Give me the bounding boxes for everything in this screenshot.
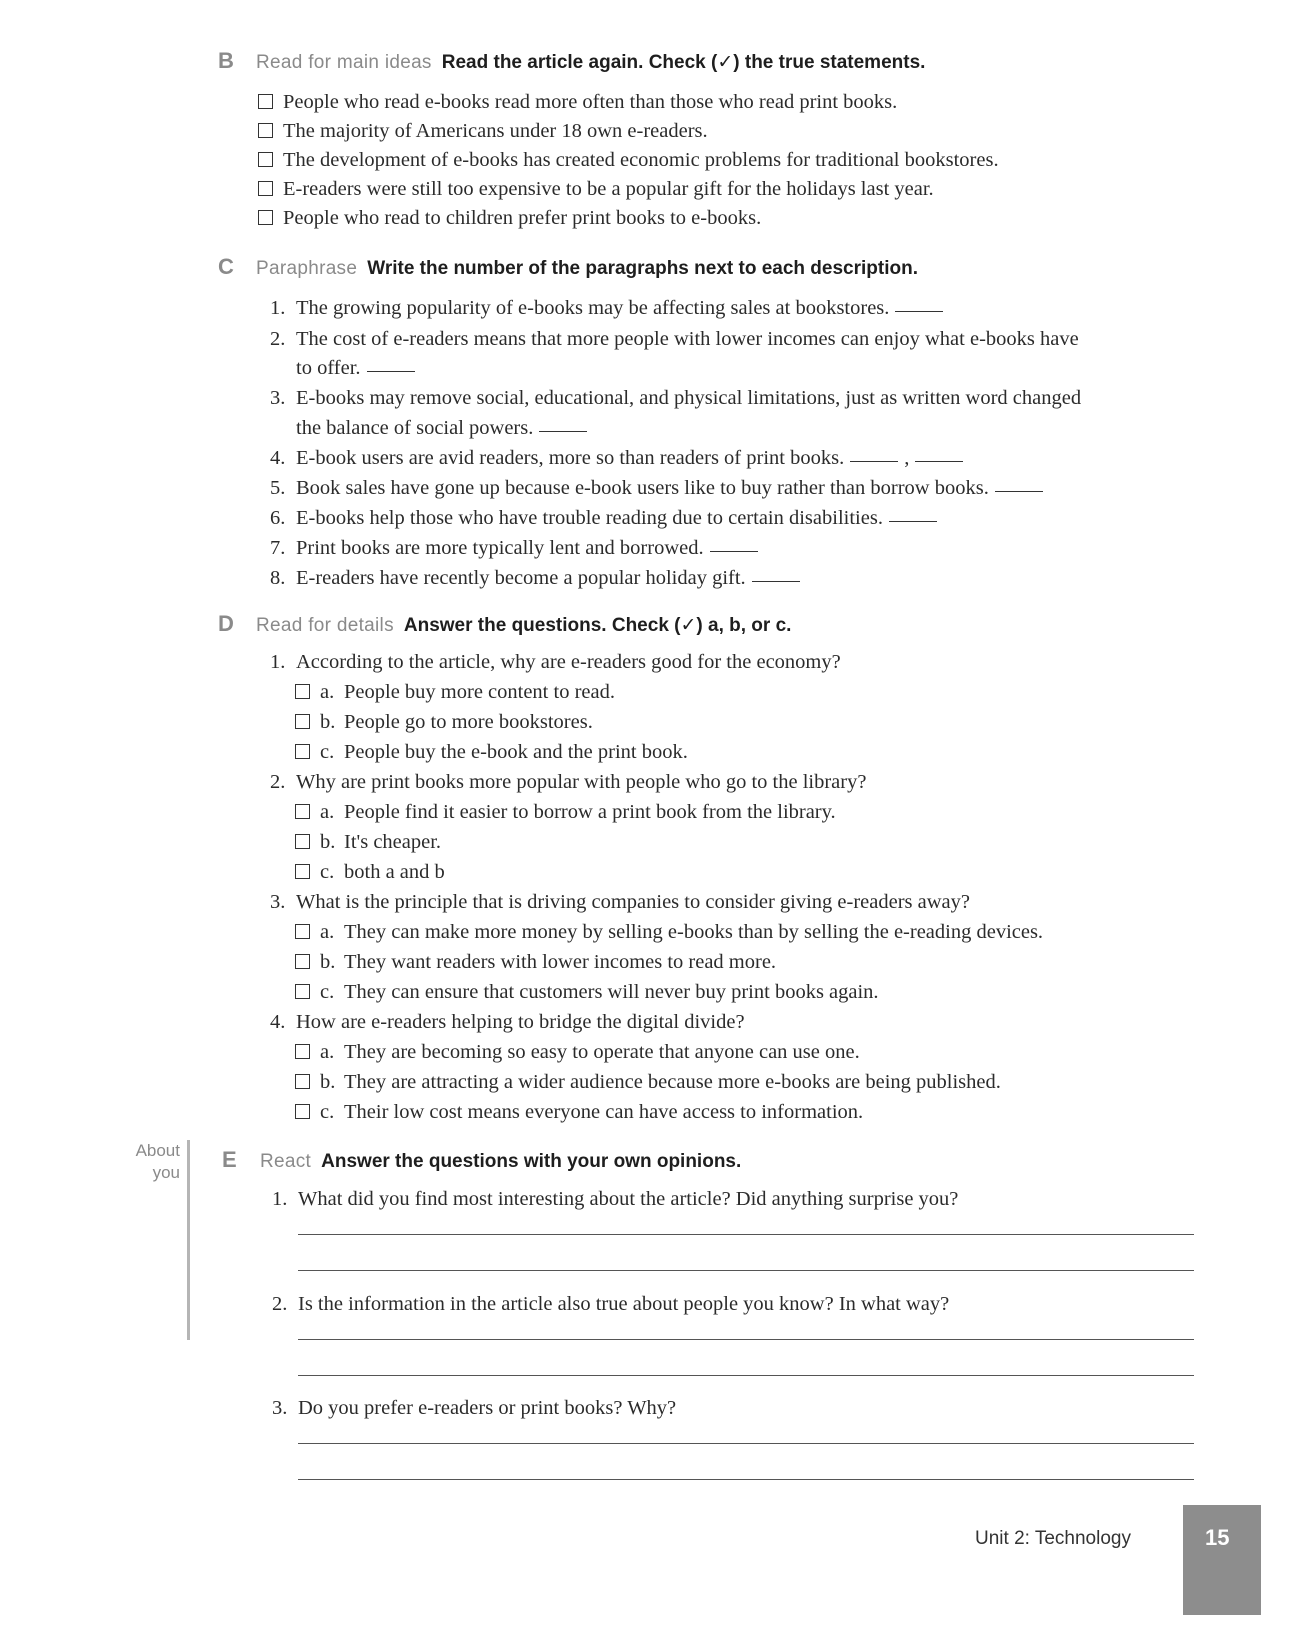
answer-option <box>295 1038 860 1066</box>
statement-text: E-readers were still too expensive to be a popular gift for the holidays last year. <box>283 178 934 200</box>
checkbox[interactable] <box>295 714 310 729</box>
question-number: 1. <box>272 1188 288 1210</box>
answer-line[interactable] <box>298 1443 1194 1444</box>
answer-line[interactable] <box>298 1270 1194 1271</box>
answer-blank[interactable] <box>539 431 587 432</box>
question <box>270 888 970 916</box>
side-divider <box>187 1140 190 1340</box>
statement-text: People who read e-books read more often than those who read print books. <box>283 91 898 113</box>
option-letter: a. <box>320 1041 335 1063</box>
item-text: the balance of social powers. <box>296 417 534 439</box>
about-you-label <box>110 1140 180 1184</box>
checkbox[interactable] <box>295 984 310 999</box>
section-letter: C <box>218 254 234 279</box>
item-text: The growing popularity of e-books may be affecting sales at bookstores. <box>296 297 890 319</box>
page-tab <box>1183 1505 1261 1615</box>
answer-line[interactable] <box>298 1339 1194 1340</box>
answer-blank[interactable] <box>752 581 800 582</box>
answer-blank[interactable] <box>895 311 943 312</box>
checkbox[interactable] <box>295 924 310 939</box>
question <box>270 648 841 676</box>
option-letter: b. <box>320 831 336 853</box>
option-letter: a. <box>320 801 335 823</box>
option-letter: a. <box>320 921 335 943</box>
section-letter: B <box>218 48 234 73</box>
answer-blank[interactable] <box>710 551 758 552</box>
option-text: both a and b <box>344 861 445 883</box>
question-text: What is the principle that is driving companies to consider giving e-readers away? <box>296 891 971 913</box>
unit-title: Unit 2: Technology <box>975 1528 1131 1549</box>
item-text: Book sales have gone up because e-book users like to buy rather than borrow books. <box>296 477 989 499</box>
checkbox[interactable] <box>295 864 310 879</box>
option-text: People buy more content to read. <box>344 681 615 703</box>
true-statement-item <box>258 146 999 174</box>
question-text: What did you find most interesting about the article? Did anything surprise you? <box>298 1188 959 1210</box>
question-text: According to the article, why are e-readers good for the economy? <box>296 651 841 673</box>
option-text: They want readers with lower incomes to read more. <box>344 951 777 973</box>
item-number: 1. <box>270 297 286 319</box>
question <box>270 768 866 796</box>
blank-separator: , <box>904 447 910 469</box>
item-number: 7. <box>270 537 286 559</box>
paraphrase-item <box>270 325 1079 353</box>
side-label-line: you <box>152 1163 180 1182</box>
checkbox[interactable] <box>258 181 273 196</box>
section-instruction: Write the number of the paragraphs next to each description. <box>367 258 918 279</box>
answer-blank[interactable] <box>367 371 415 372</box>
checkbox[interactable] <box>295 684 310 699</box>
paraphrase-item <box>270 504 937 532</box>
page-number: 15 <box>1205 1525 1230 1550</box>
section-b-header <box>218 48 925 74</box>
answer-option <box>295 978 879 1006</box>
checkbox[interactable] <box>295 834 310 849</box>
checkbox[interactable] <box>295 744 310 759</box>
item-number: 8. <box>270 567 286 589</box>
answer-option <box>295 738 688 766</box>
option-text: Their low cost means everyone can have access to information. <box>344 1101 864 1123</box>
option-text: People buy the e-book and the print book. <box>344 741 688 763</box>
option-text: People go to more bookstores. <box>344 711 593 733</box>
answer-option <box>295 1068 1001 1096</box>
item-number: 3. <box>270 387 286 409</box>
section-letter: D <box>218 611 234 636</box>
item-text: The cost of e-readers means that more people with lower incomes can enjoy what e-books have <box>296 328 1079 350</box>
answer-option <box>295 828 441 856</box>
item-text: E-book users are avid readers, more so than readers of print books. <box>296 447 845 469</box>
question-number: 2. <box>272 1293 288 1315</box>
true-statement-item <box>258 204 761 232</box>
option-letter: c. <box>320 741 335 763</box>
item-text: Print books are more typically lent and borrowed. <box>296 537 704 559</box>
checkbox[interactable] <box>295 1044 310 1059</box>
section-instruction: Read the article again. Check (✓) the true statements. <box>441 52 926 73</box>
statement-text: The majority of Americans under 18 own e-readers. <box>283 120 708 142</box>
answer-blank[interactable] <box>915 461 963 462</box>
answer-blank[interactable] <box>850 461 898 462</box>
section-instruction: Answer the questions with your own opinions. <box>321 1151 742 1172</box>
option-text: They can ensure that customers will never buy print books again. <box>344 981 879 1003</box>
paraphrase-item-continued <box>296 354 415 382</box>
checkbox[interactable] <box>295 1074 310 1089</box>
paraphrase-item <box>270 474 1043 502</box>
item-text: E-books may remove social, educational, and physical limitations, just as written word changed <box>296 387 1082 409</box>
answer-blank[interactable] <box>995 491 1043 492</box>
answer-blank[interactable] <box>889 521 937 522</box>
option-letter: b. <box>320 711 336 733</box>
checkbox[interactable] <box>295 1104 310 1119</box>
section-skill: Read for main ideas <box>256 52 432 73</box>
section-instruction: Answer the questions. Check (✓) a, b, or c. <box>403 615 792 636</box>
option-letter: b. <box>320 1071 336 1093</box>
option-letter: a. <box>320 681 335 703</box>
answer-option <box>295 798 836 826</box>
option-letter: b. <box>320 951 336 973</box>
item-number: 4. <box>270 447 286 469</box>
paraphrase-item <box>270 444 963 472</box>
question-text: Do you prefer e-readers or print books? Why? <box>298 1397 677 1419</box>
question-number: 3. <box>270 891 286 913</box>
checkbox[interactable] <box>258 152 273 167</box>
section-skill: React <box>260 1151 312 1172</box>
option-text: They are attracting a wider audience because more e-books are being published. <box>344 1071 1001 1093</box>
question-text: How are e-readers helping to bridge the digital divide? <box>296 1011 745 1033</box>
answer-option <box>295 858 445 886</box>
opinion-question <box>272 1290 949 1318</box>
answer-option <box>295 678 615 706</box>
section-skill: Paraphrase <box>256 258 358 279</box>
question-number: 2. <box>270 771 286 793</box>
item-number: 2. <box>270 328 286 350</box>
option-letter: c. <box>320 861 335 883</box>
option-letter: c. <box>320 1101 335 1123</box>
option-text: People find it easier to borrow a print book from the library. <box>344 801 836 823</box>
option-text: They can make more money by selling e-books than by selling the e-reading devices. <box>344 921 1044 943</box>
answer-line[interactable] <box>298 1479 1194 1480</box>
item-text: E-readers have recently become a popular holiday gift. <box>296 567 746 589</box>
item-text: to offer. <box>296 357 361 379</box>
section-c-header <box>218 254 918 280</box>
answer-line[interactable] <box>298 1234 1194 1235</box>
answer-option <box>295 1098 863 1126</box>
question-number: 1. <box>270 651 286 673</box>
opinion-question <box>272 1185 958 1213</box>
paraphrase-item <box>270 534 758 562</box>
true-statement-item <box>258 117 708 145</box>
question-number: 4. <box>270 1011 286 1033</box>
paraphrase-item <box>270 564 800 592</box>
true-statement-item <box>258 88 897 116</box>
paraphrase-item <box>270 384 1081 412</box>
item-text: E-books help those who have trouble reading due to certain disabilities. <box>296 507 883 529</box>
answer-line[interactable] <box>298 1375 1194 1376</box>
option-text: They are becoming so easy to operate that anyone can use one. <box>344 1041 860 1063</box>
question-text: Why are print books more popular with people who go to the library? <box>296 771 867 793</box>
answer-option <box>295 948 776 976</box>
item-number: 6. <box>270 507 286 529</box>
question-number: 3. <box>272 1397 288 1419</box>
checkbox[interactable] <box>258 123 273 138</box>
answer-option <box>295 918 1043 946</box>
side-label-line: About <box>135 1141 180 1160</box>
checkbox[interactable] <box>258 210 273 225</box>
checkbox[interactable] <box>295 804 310 819</box>
question <box>270 1008 745 1036</box>
item-number: 5. <box>270 477 286 499</box>
opinion-question <box>272 1394 676 1422</box>
option-letter: c. <box>320 981 335 1003</box>
checkbox[interactable] <box>258 94 273 109</box>
section-letter: E <box>222 1147 237 1172</box>
paraphrase-item <box>270 294 943 322</box>
section-e-header <box>222 1147 741 1173</box>
statement-text: The development of e-books has created economic problems for traditional bookstores. <box>283 149 999 171</box>
question-text: Is the information in the article also true about people you know? In what way? <box>298 1293 950 1315</box>
statement-text: People who read to children prefer print books to e-books. <box>283 207 762 229</box>
checkbox[interactable] <box>295 954 310 969</box>
paraphrase-item-continued <box>296 414 587 442</box>
option-text: It's cheaper. <box>344 831 442 853</box>
section-d-header <box>218 611 791 637</box>
answer-option <box>295 708 593 736</box>
section-skill: Read for details <box>256 615 394 636</box>
true-statement-item <box>258 175 934 203</box>
